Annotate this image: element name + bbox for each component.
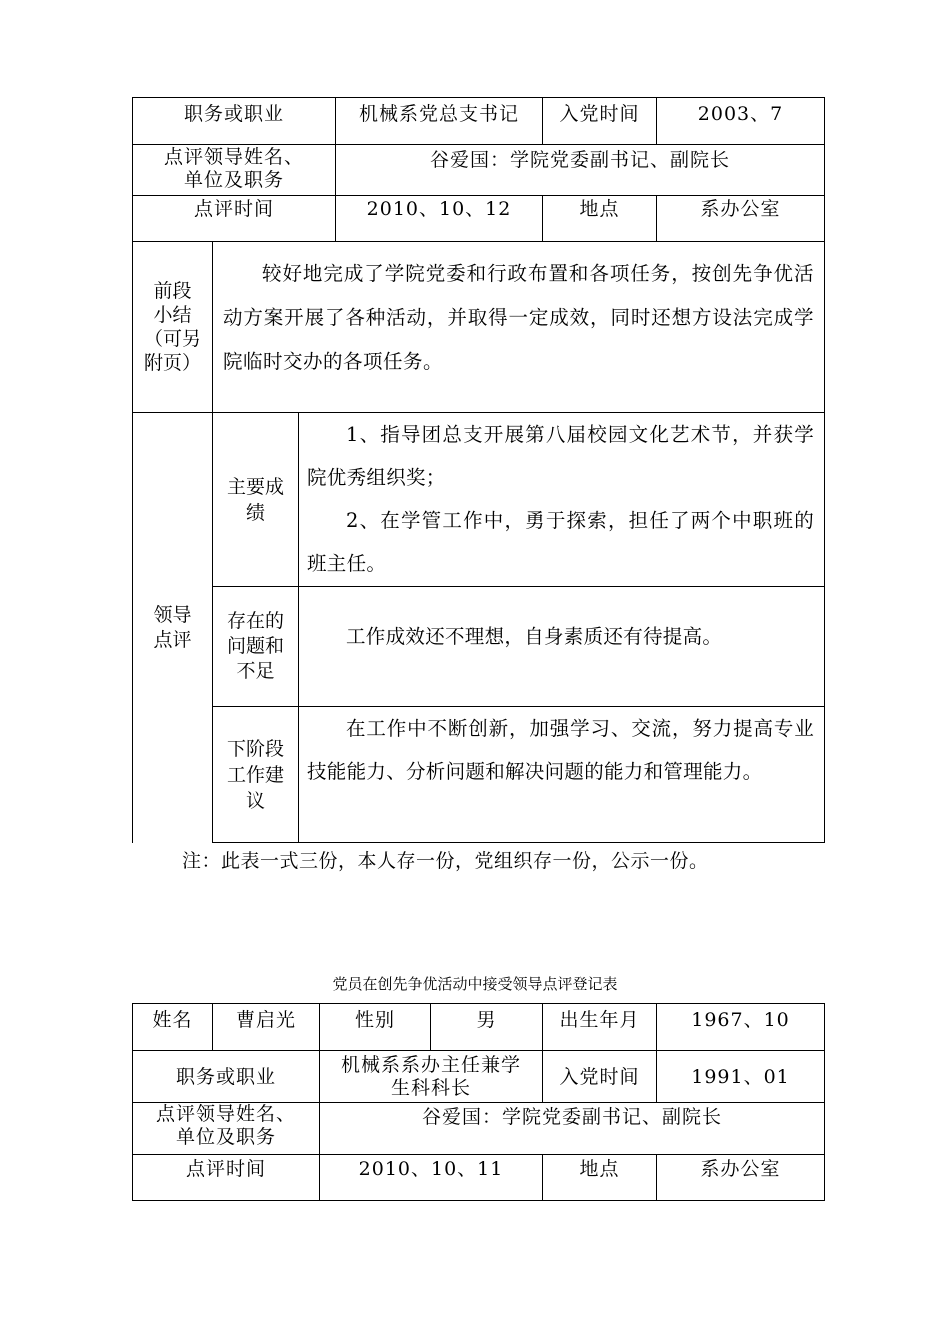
reviewer-value: 谷爱国：学院党委副书记、副院长 (336, 145, 825, 196)
reviewer-label-2-line1: 点评领导姓名、 (155, 1103, 296, 1125)
achievements-para1: 1、指导团总支开展第八届校园文化艺术节，并获学院优秀组织奖； (307, 423, 814, 489)
summary-text-cell (213, 242, 825, 413)
position-label-2: 职务或职业 (133, 1051, 320, 1103)
achievements-label-line-0: 主要成 (226, 475, 284, 498)
achievements-para2: 2、在学管工作中，勇于探索，担任了两个中职班的班主任。 (307, 509, 814, 575)
summary-label (133, 242, 213, 413)
position-label: 职务或职业 (133, 98, 336, 145)
review-form-1 (132, 97, 825, 843)
position-value-2-line1: 机械系系办主任兼学 (340, 1053, 521, 1076)
problems-label (213, 587, 299, 707)
join-time-label: 入党时间 (543, 98, 657, 145)
form2-title: 党员在创先争优活动中接受领导点评登记表 (332, 975, 618, 993)
suggestions-label-line-0: 下阶段 (226, 737, 284, 760)
reviewer-label-line2: 单位及职务 (183, 169, 284, 191)
problems-label-line-1: 问题和 (226, 635, 284, 657)
reviewer-label (133, 145, 336, 196)
position-value: 机械系党总支书记 (336, 98, 543, 145)
place-value-2: 系办公室 (657, 1155, 825, 1201)
leader-review-label-line-0: 领导 (153, 603, 192, 626)
problems-text: 工作成效还不理想，自身素质还有待提高。 (346, 625, 723, 648)
summary-label-line-2: （可另 (143, 328, 201, 350)
gender-label: 性别 (320, 1004, 431, 1051)
join-time-value-2: 1991、01 (657, 1051, 825, 1103)
reviewer-label-2-line2: 单位及职务 (175, 1126, 276, 1148)
problems-label-line-2: 不足 (236, 660, 275, 682)
review-time-value: 2010、10、12 (336, 196, 543, 242)
achievements-label-line-1: 绩 (245, 501, 265, 524)
join-time-value: 2003、7 (657, 98, 825, 145)
leader-review-label (133, 413, 213, 843)
place-label: 地点 (543, 196, 657, 242)
problems-text-cell (299, 587, 825, 707)
suggestions-label-line-2: 议 (245, 789, 265, 812)
join-time-label-2: 入党时间 (543, 1051, 657, 1103)
leader-review-label-line-1: 点评 (153, 628, 192, 651)
name-value: 曹启光 (213, 1004, 320, 1051)
suggestions-text-cell (299, 707, 825, 843)
review-time-label-2: 点评时间 (133, 1155, 320, 1201)
reviewer-label-line1: 点评领导姓名、 (163, 146, 304, 168)
suggestions-text: 在工作中不断创新，加强学习、交流，努力提高专业技能能力、分析问题和解决问题的能力和管理能力。 (307, 717, 814, 783)
name-label: 姓名 (133, 1004, 213, 1051)
suggestions-label-line-1: 工作建 (226, 763, 284, 786)
suggestions-label (213, 707, 299, 843)
position-value-2-line2: 生科科长 (390, 1076, 471, 1099)
review-time-value-2: 2010、10、11 (320, 1155, 543, 1201)
problems-label-line-0: 存在的 (226, 610, 284, 632)
summary-label-line-0: 前段 (153, 280, 192, 302)
summary-label-line-3: 附页） (143, 352, 201, 374)
review-time-label: 点评时间 (133, 196, 336, 242)
position-value-2 (320, 1051, 543, 1103)
place-label-2: 地点 (543, 1155, 657, 1201)
birth-value: 1967、10 (657, 1004, 825, 1051)
form-note: 注：此表一式三份，本人存一份，党组织存一份，公示一份。 (182, 850, 709, 872)
reviewer-label-2 (133, 1103, 320, 1155)
birth-label: 出生年月 (543, 1004, 657, 1051)
reviewer-value-2: 谷爱国：学院党委副书记、副院长 (320, 1103, 825, 1155)
summary-text: 较好地完成了学院党委和行政布置和各项任务，按创先争优活动方案开展了各种活动，并取得一定成效，同时还想方设法完成学院临时交办的各项任务。 (223, 262, 814, 373)
gender-value: 男 (431, 1004, 543, 1051)
achievements-label (213, 413, 299, 587)
achievements-text-cell (299, 413, 825, 587)
place-value: 系办公室 (657, 196, 825, 242)
review-form-2 (132, 1003, 825, 1201)
summary-label-line-1: 小结 (153, 304, 192, 326)
